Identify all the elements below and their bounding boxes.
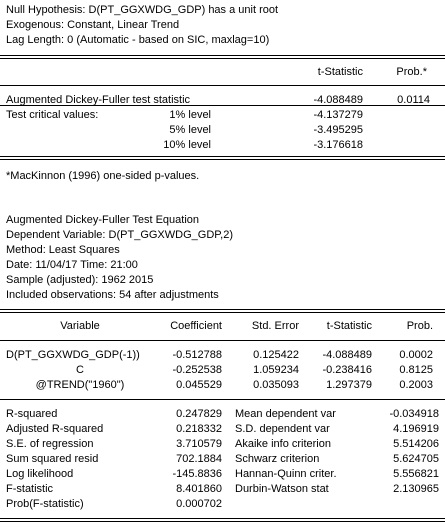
col-header-variable: Variable: [60, 320, 100, 332]
critical-value: -3.176618: [313, 139, 363, 151]
stat-value: 2.130965: [393, 483, 439, 495]
coefficient-value: -0.252538: [172, 364, 222, 376]
stat-value: 0.218332: [176, 423, 222, 435]
divider: [0, 309, 445, 313]
col-header-prob: Prob.*: [396, 66, 427, 78]
stat-value: 5.556821: [393, 468, 439, 480]
stat-label: R-squared: [6, 408, 58, 420]
stat-label: Sum squared resid: [6, 453, 99, 465]
critical-level-label: 1% level: [169, 109, 211, 121]
prob-value: 0.0002: [399, 349, 433, 361]
variable-name: C: [76, 364, 84, 376]
stat-label: F-statistic: [6, 483, 54, 495]
critical-values-label: Test critical values:: [6, 109, 99, 121]
col-header-prob: Prob.: [406, 320, 433, 332]
sample-text: Sample (adjusted): 1962 2015: [6, 274, 154, 286]
divider: [0, 85, 445, 86]
null-hypothesis-text: Null Hypothesis: D(PT_GGXWDG_GDP) has a unit root: [6, 4, 279, 16]
col-header-t-statistic: t-Statistic: [326, 320, 372, 332]
adf-stat-value: -4.088489: [313, 94, 363, 106]
variable-name: D(PT_GGXWDG_GDP(-1)): [6, 349, 140, 361]
stat-value: 5.624705: [393, 453, 439, 465]
t-statistic-value: 1.297379: [326, 379, 372, 391]
stat-value: -0.034918: [389, 408, 439, 420]
stat-label: Akaike info criterion: [235, 438, 331, 450]
stat-label: Hannan-Quinn criter.: [235, 468, 337, 480]
stat-label: Adjusted R-squared: [6, 423, 104, 435]
method-text: Method: Least Squares: [6, 244, 120, 256]
divider: [0, 156, 445, 160]
prob-value: 0.8125: [399, 364, 433, 376]
col-header-coefficient: Coefficient: [170, 320, 222, 332]
coefficient-value: -0.512788: [172, 349, 222, 361]
divider: [0, 105, 445, 106]
date-time-text: Date: 11/04/17 Time: 21:00: [6, 259, 138, 271]
critical-value: -3.495295: [313, 124, 363, 136]
std-error-value: 1.059234: [253, 364, 299, 376]
stat-value: 4.196919: [393, 423, 439, 435]
footnote-text: *MacKinnon (1996) one-sided p-values.: [6, 170, 200, 182]
t-statistic-value: -4.088489: [322, 349, 372, 361]
t-statistic-value: -0.238416: [322, 364, 372, 376]
table-row: [0, 379, 445, 392]
std-error-value: 0.125422: [253, 349, 299, 361]
critical-level-label: 10% level: [163, 139, 211, 151]
divider: [0, 518, 445, 522]
observations-text: Included observations: 54 after adjustments: [6, 289, 219, 301]
stat-value: -145.8836: [172, 468, 222, 480]
lag-length-text: Lag Length: 0 (Automatic - based on SIC, maxlag=10): [6, 34, 270, 46]
adf-prob-value: 0.0114: [397, 94, 430, 106]
exogenous-text: Exogenous: Constant, Linear Trend: [6, 19, 180, 31]
divider: [0, 340, 445, 341]
variable-name: @TREND("1960"): [35, 379, 125, 391]
critical-level-label: 5% level: [169, 124, 211, 136]
stat-value: 0.000702: [176, 498, 222, 510]
prob-value: 0.2003: [399, 379, 433, 391]
col-header-t-statistic: t-Statistic: [317, 66, 363, 78]
table-row: [0, 349, 445, 362]
equation-title: Augmented Dickey-Fuller Test Equation: [6, 214, 200, 226]
col-header-std-error: Std. Error: [251, 320, 299, 332]
stat-value: 3.710579: [176, 438, 222, 450]
stat-label: Durbin-Watson stat: [235, 483, 329, 495]
stat-value: 5.514206: [393, 438, 439, 450]
stat-label: Prob(F-statistic): [6, 498, 84, 510]
stat-label: Log likelihood: [6, 468, 74, 480]
std-error-value: 0.035093: [253, 379, 299, 391]
stat-value: 8.401860: [176, 483, 222, 495]
dependent-variable-text: Dependent Variable: D(PT_GGXWDG_GDP,2): [6, 229, 234, 241]
stat-value: 702.1884: [176, 453, 222, 465]
coefficient-value: 0.045529: [176, 379, 222, 391]
divider: [0, 55, 445, 59]
table-row: [0, 364, 445, 377]
critical-value: -4.137279: [313, 109, 363, 121]
stat-value: 0.247829: [176, 408, 222, 420]
stat-label: S.D. dependent var: [235, 423, 330, 435]
divider: [0, 399, 445, 400]
stat-label: Schwarz criterion: [235, 453, 320, 465]
stat-label: S.E. of regression: [6, 438, 94, 450]
stat-label: Mean dependent var: [235, 408, 336, 420]
adf-stat-label: Augmented Dickey-Fuller test statistic: [6, 94, 191, 106]
